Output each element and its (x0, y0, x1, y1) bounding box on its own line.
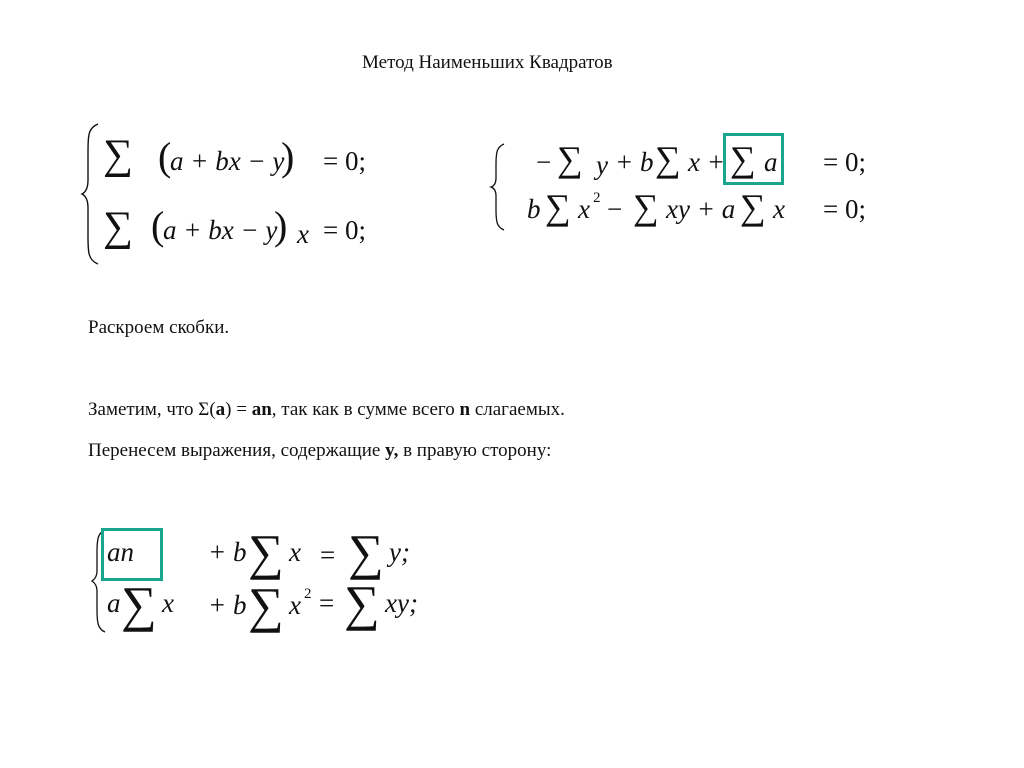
eq3-row1-y: y; (389, 537, 410, 567)
eq2-row1-y: y (596, 150, 608, 180)
eq1-row1-rhs: = 0; (323, 146, 366, 176)
eq3-row2-plus-b: + b (208, 590, 247, 620)
note-mid2: , так как в сумме всего (271, 399, 460, 420)
sigma-symbol: ∑ (348, 524, 384, 580)
eq3-row2-x2: x (289, 590, 301, 620)
sigma-symbol: ∑ (557, 139, 583, 179)
minus-sign: − (536, 147, 552, 177)
highlight-box-sum-a (723, 133, 784, 185)
equals-sign: = (319, 588, 335, 618)
eq3-row2-xy: xy; (385, 588, 418, 618)
move-suffix: в правую сторону: (398, 440, 552, 461)
sigma-symbol: ∑ (730, 139, 756, 179)
eq2-row1-x-plus: x + (688, 147, 725, 177)
eq2-row1-plus-b: + b (615, 147, 654, 177)
eq2-row1-a: a (764, 147, 778, 177)
sigma-symbol: ∑ (248, 524, 284, 580)
slide-title: Метод Наименьших Квадратов (362, 52, 613, 73)
eq3-row2-x: x (162, 588, 174, 618)
eq1-row2-expression: a + bx − y (163, 215, 278, 245)
eq2-row2-x: x (578, 194, 590, 224)
move-y: y, (385, 440, 399, 461)
left-paren: ( (151, 203, 165, 248)
sigma-symbol: ∑ (655, 139, 681, 179)
eq2-row1-rhs: = 0; (823, 147, 866, 177)
minus-sign: − (607, 194, 623, 224)
sigma-symbol: ∑ (545, 187, 571, 227)
equals-sign: = (320, 540, 336, 570)
note-a: a (215, 399, 226, 420)
text-note (88, 399, 565, 421)
sigma-symbol: ∑ (103, 204, 133, 250)
note-mid: ) = (225, 399, 252, 420)
eq3-row1-x: x (289, 537, 301, 567)
eq1-row1-expression: a + bx − y (170, 146, 285, 176)
right-paren: ) (281, 134, 295, 179)
sigma-symbol: ∑ (633, 187, 659, 227)
eq3-row1-plus-b: + b (208, 537, 247, 567)
eq3-row1-an: an (107, 537, 134, 567)
note-n: n (459, 399, 471, 420)
eq1-row2-rhs: = 0; (323, 215, 366, 245)
note-prefix: Заметим, что Σ( (88, 399, 216, 420)
left-brace-2 (489, 142, 509, 232)
left-paren: ( (158, 134, 172, 179)
sigma-symbol: ∑ (121, 576, 157, 632)
sigma-symbol: ∑ (103, 132, 133, 178)
text-move (88, 440, 551, 462)
sigma-symbol: ∑ (740, 187, 766, 227)
eq2-row2-b: b (527, 194, 541, 224)
eq3-row2-exponent: 2 (304, 586, 312, 602)
sigma-symbol: ∑ (248, 577, 284, 633)
right-paren: ) (274, 203, 288, 248)
eq1-row2-x: x (297, 219, 309, 249)
text-open-brackets: Раскроем скобки. (88, 317, 230, 338)
note-suffix: слагаемых. (470, 399, 565, 420)
eq2-row2-x-last: x (773, 194, 785, 224)
note-an: an (251, 399, 272, 420)
move-prefix: Перенесем выражения, содержащие (88, 440, 386, 461)
eq2-row2-rhs: = 0; (823, 194, 866, 224)
eq2-row2-exponent: 2 (593, 190, 601, 206)
eq3-row2-a: a (107, 588, 121, 618)
eq2-row2-xy-plus-a: xy + a (666, 194, 736, 224)
left-brace-1 (80, 122, 104, 267)
sigma-symbol: ∑ (344, 575, 380, 631)
